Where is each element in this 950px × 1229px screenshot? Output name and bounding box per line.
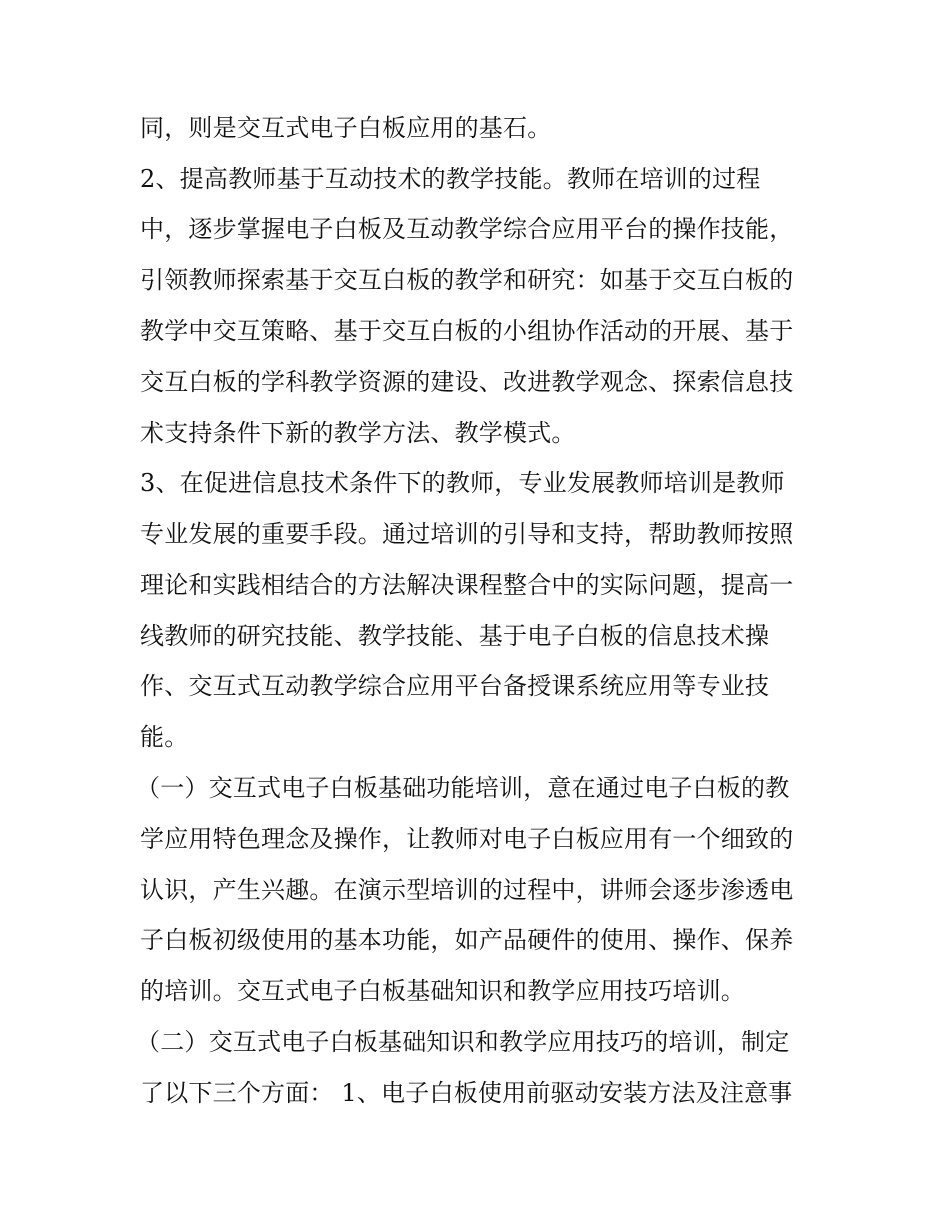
text-line: （二）交互式电子白板基础知识和教学应用技巧的培训，制定 [136, 1028, 790, 1056]
text-line: 2、提高教师基于互动技术的教学技能。教师在培训的过程 [140, 165, 761, 193]
text-line: 学应用特色理念及操作，让教师对电子白板应用有一个细致的 [140, 825, 794, 853]
text-line: 子白板初级使用的基本功能，如产品硬件的使用、操作、保养 [140, 926, 794, 954]
text-line: 教学中交互策略、基于交互白板的小组协作活动的开展、基于 [140, 317, 794, 345]
text-line: 3、在促进信息技术条件下的教师，专业发展教师培训是教师 [140, 469, 785, 497]
text-line: 专业发展的重要手段。通过培训的引导和支持，帮助教师按照 [140, 520, 794, 548]
text-line: 认识，产生兴趣。在演示型培训的过程中，讲师会逐步渗透电 [140, 876, 794, 904]
text-line: 交互白板的学科教学资源的建设、改进教学观念、探索信息技 [140, 368, 794, 396]
text-line: 引领教师探索基于交互白板的教学和研究：如基于交互白板的 [140, 266, 794, 294]
text-line: 了以下三个方面： 1、电子白板使用前驱动安装方法及注意事 [140, 1079, 793, 1107]
text-line: 的培训。交互式电子白板基础知识和教学应用技巧培训。 [140, 977, 745, 1005]
text-line: 理论和实践相结合的方法解决课程整合中的实际问题，提高一 [140, 571, 794, 599]
text-line: 同，则是交互式电子白板应用的基石。 [140, 114, 552, 142]
text-line: 能。 [140, 723, 189, 751]
text-line: 术支持条件下新的教学方法、教学模式。 [140, 419, 576, 447]
text-line: （一）交互式电子白板基础功能培训，意在通过电子白板的教 [136, 774, 790, 802]
text-line: 线教师的研究技能、教学技能、基于电子白板的信息技术操 [140, 622, 770, 650]
text-line: 中，逐步掌握电子白板及互动教学综合应用平台的操作技能， [140, 215, 794, 243]
text-line: 作、交互式互动教学综合应用平台备授课系统应用等专业技 [140, 672, 770, 700]
